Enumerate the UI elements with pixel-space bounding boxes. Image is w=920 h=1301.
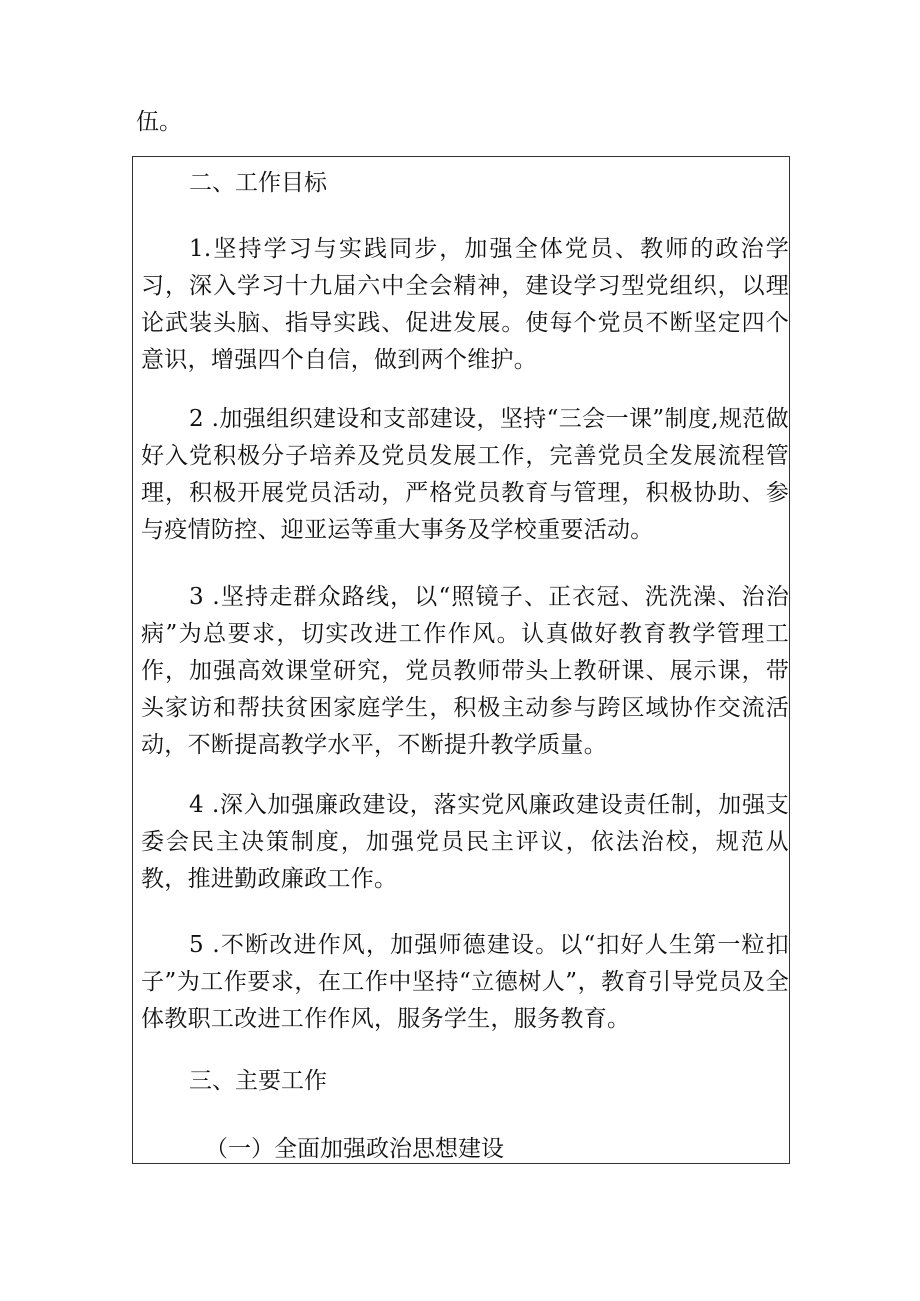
main-work-heading: 三、主要工作	[189, 1068, 327, 1094]
goals-heading: 二、工作目标	[189, 170, 327, 196]
goal-paragraph-3: 3 .坚持走群众路线，以“照镜子、正衣冠、洗洗澡、治治病”为总要求，切实改进工作作风。认真做好教育教学管理工作，加强高效课堂研究，党员教师带头上教研课、展示课，带头家访和帮扶贫困家庭学生，积极主动参与跨区域协作交流活动，不断提高教学水平，不断提升教学质量。	[141, 584, 789, 758]
main-work-subheading: （一）全面加强政治思想建设	[205, 1136, 504, 1162]
carryover-text: 伍。	[136, 109, 182, 135]
goal-paragraph-5: 5 .不断改进作风，加强师德建设。以“扣好人生第一粒扣子”为工作要求，在工作中坚持“立德树人”，教育引导党员及全体教职工改进工作作风，服务学生，服务教育。	[141, 932, 789, 1032]
goal-paragraph-1: 1.坚持学习与实践同步，加强全体党员、教师的政治学习，深入学习十九届六中全会精神，建设学习型党组织，以理论武装头脑、指导实践、促进发展。使每个党员不断坚定四个意识，增强四个自信，做到两个维护。	[141, 236, 789, 373]
goal-paragraph-4: 4 .深入加强廉政建设，落实党风廉政建设责任制，加强支委会民主决策制度，加强党员民主评议，依法治校，规范从教，推进勤政廉政工作。	[141, 792, 789, 892]
content-table-cell	[132, 156, 790, 1164]
goal-paragraph-2: 2 .加强组织建设和支部建设，坚持“三会一课”制度,规范做好入党积极分子培养及党员发展工作，完善党员全发展流程管理，积极开展党员活动，严格党员教育与管理，积极协助、参与疫情防控、迎亚运等重大事务及学校重要活动。	[141, 406, 789, 543]
